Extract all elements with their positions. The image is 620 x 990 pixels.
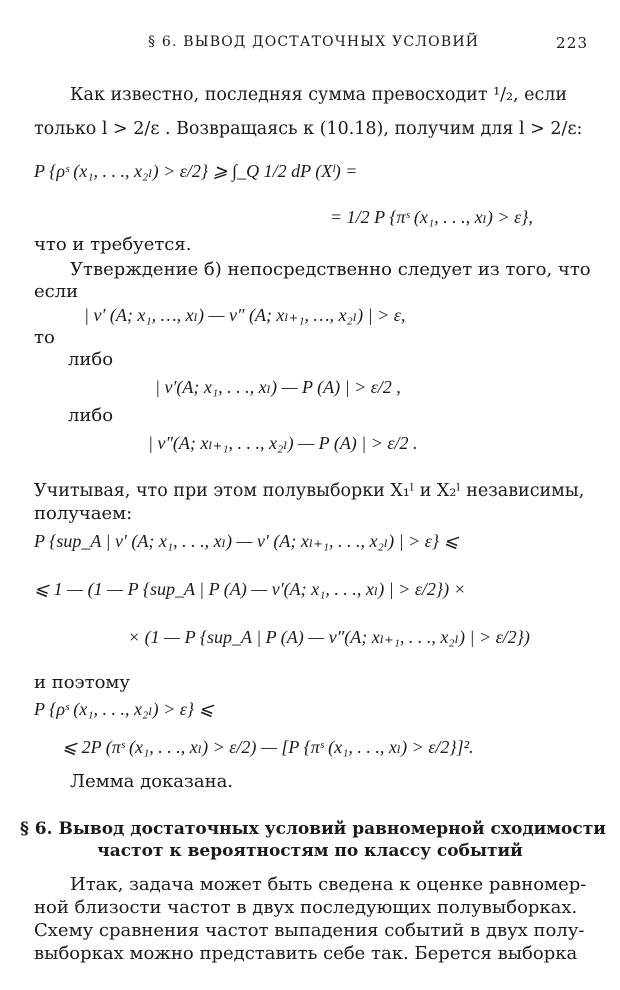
equation: P {sup_A | ν′ (A; x₁, . . ., xₗ) — ν′ (A; xₗ₊₁, . . ., x₂ₗ) | > ε} ⩽ [34, 531, 459, 551]
text-line: либо [68, 405, 114, 426]
page-number: 223 [556, 34, 589, 52]
text-line: ной близости частот в двух последующих полувыборках. [34, 897, 578, 918]
text-line: выборках можно представить себе так. Берется выборка [34, 943, 578, 964]
equation: ⩽ 1 — (1 — P {sup_A | P (A) — ν′(A; x₁, . . ., xₗ) | > ε/2}) × [34, 579, 466, 599]
equation: P {ρˢ (x₁, . . ., x₂ₗ) > ε/2} ⩾ ∫_Q 1/2 dP (Xˡ) = [34, 161, 358, 181]
equation: × (1 — P {sup_A | P (A) — ν″(A; xₗ₊₁, . . ., x₂ₗ) | > ε/2}) [128, 627, 530, 647]
equation: = 1/2 P {πˢ (x₁, . . ., xₗ) > ε}, [330, 207, 533, 227]
text-line: Как известно, последняя сумма превосходит ¹/₂, если [70, 85, 568, 105]
section-heading: § 6. Вывод достаточных условий равномерной сходимости [20, 819, 606, 839]
equation: | ν″(A; xₗ₊₁, . . ., x₂ₗ) — P (A) | > ε/2 . [148, 433, 418, 453]
text-line: Итак, задача может быть сведена к оценке равномер- [70, 874, 587, 895]
text-line: Лемма доказана. [70, 771, 234, 792]
text-line: только l > 2/ε . Возвращаясь к (10.18), получим для l > 2/ε: [34, 119, 583, 139]
text-line: получаем: [34, 503, 133, 524]
text-line: что и требуется. [34, 234, 192, 255]
equation: | ν′ (A; x₁, …, xₗ) — ν″ (A; xₗ₊₁, …, x₂ₗ) | > ε, [84, 305, 406, 325]
text-line: либо [68, 349, 114, 370]
equation: | ν′(A; x₁, . . ., xₗ) — P (A) | > ε/2 , [155, 377, 401, 397]
text-line: то [34, 327, 55, 348]
section-heading: частот к вероятностям по классу событий [97, 841, 523, 861]
text-line: Утверждение б) непосредственно следует из того, что [70, 259, 591, 280]
text-line: если [34, 281, 79, 302]
equation: P {ρˢ (x₁, . . ., x₂ₗ) > ε} ⩽ [34, 699, 214, 719]
running-title: § 6. ВЫВОД ДОСТАТОЧНЫХ УСЛОВИЙ [148, 34, 480, 50]
text-line: и поэтому [34, 672, 131, 693]
text-line: Схему сравнения частот выпадения событий в двух полу- [34, 920, 585, 941]
equation: ⩽ 2P (πˢ (x₁, . . ., xₗ) > ε/2) — [P {πˢ (x₁, . . ., xₗ) > ε/2}]². [62, 737, 474, 757]
text-line: Учитывая, что при этом полувыборки X₁ˡ и X₂ˡ независимы, [34, 481, 585, 501]
